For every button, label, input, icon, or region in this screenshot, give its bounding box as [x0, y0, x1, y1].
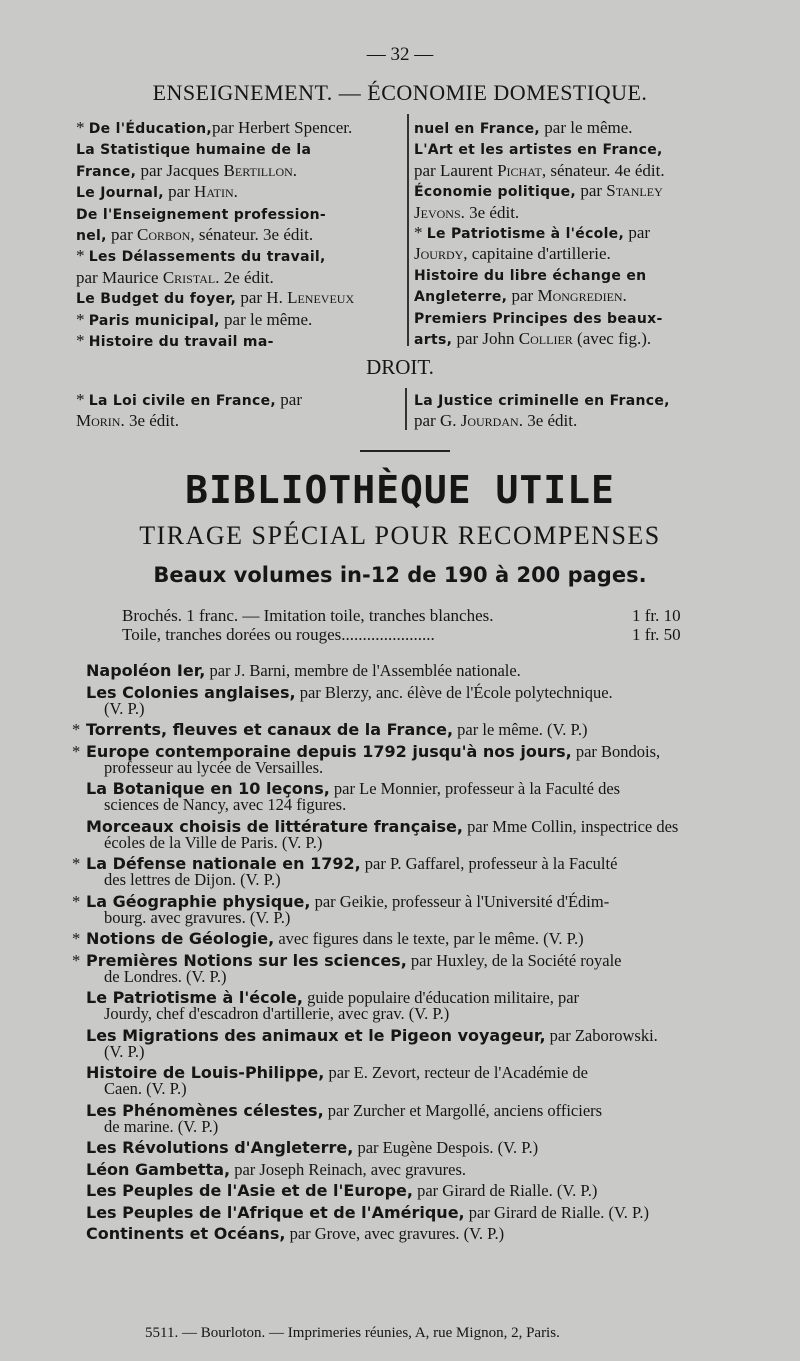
column-line	[76, 225, 402, 246]
star-marker: *	[72, 854, 81, 873]
line-star: *	[76, 390, 89, 409]
entry-line	[86, 663, 746, 679]
entry-title: Histoire de Louis-Philippe,	[86, 1063, 325, 1082]
list-item	[72, 854, 746, 889]
line-bold: Histoire du travail ma-	[88, 334, 274, 351]
entry-title: Les Peuples de l'Asie et de l'Europe,	[86, 1181, 413, 1200]
entry-title: Premières Notions sur les sciences,	[86, 950, 407, 970]
line-bold: nuel en France,	[414, 121, 541, 137]
entry-line	[86, 682, 746, 702]
entry-line	[86, 1159, 746, 1179]
entry-title: La Géographie physique,	[86, 891, 311, 911]
line-sc: Jevons	[414, 202, 461, 222]
line-rest: par H.	[236, 288, 288, 308]
line-rest2: , sénateur. 3e édit.	[190, 225, 314, 245]
list-item	[86, 1183, 746, 1199]
line-rest: par Herbert Spencer.	[212, 118, 353, 137]
entry-details: par Eugène Despois. (V. P.)	[353, 1138, 539, 1157]
line-sc: Leneveux	[287, 288, 355, 308]
entry-line	[86, 1202, 746, 1222]
entry-title: Les Peuples de l'Afrique et de l'Amérique,	[86, 1202, 465, 1222]
price-value-1: 1 fr. 10	[632, 606, 681, 625]
entry-title: Europe contemporaine depuis 1792 jusqu'à nos jours,	[86, 741, 572, 761]
line-rest: par Laurent	[414, 160, 498, 180]
entry-details: par Blerzy, anc. élève de l'École polytechnique.	[295, 682, 613, 702]
line-rest2: . 3e édit.	[460, 202, 520, 222]
column-line	[76, 161, 402, 182]
entry-continuation: (V. P.)	[104, 1041, 145, 1061]
line-rest2: . 3e édit.	[120, 411, 179, 431]
line-bold: Le Journal,	[76, 185, 164, 202]
entry-details: par E. Zevort, recteur de l'Académie de	[324, 1063, 588, 1082]
line-star: *	[414, 223, 427, 243]
line-rest2: . 3e édit.	[518, 411, 578, 431]
volume-description: Beaux volumes in-12 de 190 à 200 pages.	[153, 563, 647, 587]
line-rest2: , capitaine d'artillerie.	[463, 244, 611, 264]
price-value-2: 1 fr. 50	[632, 625, 681, 644]
entry-details: par Zurcher et Margollé, anciens officiers	[323, 1100, 603, 1120]
line-sc: Stanley	[606, 181, 663, 201]
entry-details: par J. Barni, membre de l'Assemblée nationale.	[205, 661, 521, 680]
list-item	[72, 720, 746, 739]
book-list	[72, 661, 746, 1248]
entry-details: par Bondois,	[571, 741, 661, 761]
line-bold: Le Budget du foyer,	[76, 291, 237, 308]
line-bold: arts,	[414, 332, 453, 349]
line-sc: Morin	[76, 411, 121, 431]
line-rest: par	[276, 390, 302, 409]
price-label: Brochés. 1 franc. — Imitation toile, tranches blanches.	[122, 606, 494, 625]
line-star: *	[76, 246, 89, 266]
entry-details: par Girard de Rialle. (V. P.)	[464, 1202, 649, 1222]
line-rest: par	[163, 182, 195, 202]
price-line-1	[122, 606, 494, 626]
line-bold: Angleterre,	[414, 289, 508, 306]
list-item	[86, 1202, 746, 1222]
entry-continuation: sciences de Nancy, avec 124 figures.	[104, 795, 347, 814]
entry-title: Les Révolutions d'Angleterre,	[86, 1138, 354, 1157]
column-line	[76, 204, 402, 225]
entry-details: par Geikie, professeur à l'Université d'Édim-	[310, 891, 610, 911]
column-line	[76, 390, 402, 411]
list-item	[86, 682, 746, 718]
line-rest: par Maurice	[76, 267, 163, 287]
entry-title: Léon Gambetta,	[86, 1159, 231, 1179]
price-line-2	[122, 625, 435, 645]
line-rest: par le même.	[540, 118, 633, 137]
line-rest: par	[106, 225, 137, 245]
line-rest2: . 2e édit.	[215, 267, 274, 287]
column-line	[76, 331, 402, 352]
entry-title: Notions de Géologie,	[86, 929, 275, 948]
line-sc: Corbon	[137, 225, 191, 245]
entry-line	[86, 1140, 746, 1156]
line-bold: De l'Éducation,	[88, 121, 213, 137]
line-sc: Pichat	[497, 160, 542, 180]
entry-title: Torrents, fleuves et canaux de la France,	[86, 720, 454, 739]
column-line	[414, 244, 742, 264]
entry-title: Le Patriotisme à l'école,	[86, 988, 303, 1007]
line-sc: Collier	[518, 329, 573, 349]
entry-line	[86, 1183, 746, 1199]
entry-details: avec figures dans le texte, par le même. (V. P.)	[274, 929, 584, 948]
entry-details: par Grove, avec gravures. (V. P.)	[285, 1224, 505, 1243]
column-line	[76, 288, 402, 309]
line-bold: La Loi civile en France,	[88, 393, 277, 409]
printer-footer: 5511. — Bourloton. — Imprimeries réunies, A, rue Mignon, 2, Paris.	[145, 1325, 560, 1341]
list-item	[86, 1159, 746, 1179]
list-item	[86, 990, 746, 1022]
price-label: Toile, tranches dorées ou rouges......................	[122, 625, 435, 644]
entry-details: guide populaire d'éducation militaire, par	[302, 988, 580, 1007]
line-bold: Histoire du libre échange en	[414, 267, 647, 284]
column-line	[414, 139, 742, 160]
section-rule	[360, 450, 450, 452]
line-bold: La Statistique humaine de la	[76, 142, 312, 159]
entry-title: Les Colonies anglaises,	[86, 682, 296, 702]
entry-title: Napoléon Ier,	[86, 661, 206, 680]
bibliotheque-title: BIBLIOTHÈQUE UTILE	[185, 468, 615, 512]
right-column	[414, 118, 742, 350]
line-sc: Jourdy	[414, 244, 464, 264]
column-line	[76, 182, 402, 203]
line-rest: par le même.	[219, 309, 313, 329]
section-heading-enseignement: ENSEIGNEMENT. — ÉCONOMIE DOMESTIQUE.	[152, 80, 648, 105]
line-bold: La Justice criminelle en France,	[414, 393, 670, 409]
entry-details: par Zaborowski.	[545, 1025, 658, 1045]
entry-title: Morceaux choisis de littérature française,	[86, 816, 463, 836]
column-line	[414, 390, 742, 411]
entry-title: Les Migrations des animaux et le Pigeon voyageur,	[86, 1025, 546, 1045]
column-line	[76, 411, 402, 431]
list-item	[86, 1140, 746, 1156]
list-item	[86, 1025, 746, 1061]
line-bold: nel,	[76, 228, 107, 245]
column-line	[414, 203, 742, 223]
left-column	[76, 118, 402, 352]
line-rest: par	[576, 181, 607, 201]
list-item	[86, 1100, 746, 1136]
droit-right-column	[414, 390, 742, 432]
line-bold: Le Patriotisme à l'école,	[426, 226, 625, 243]
column-line	[76, 246, 402, 267]
droit-left-column	[76, 390, 402, 432]
entry-line	[86, 1025, 746, 1045]
entry-continuation: professeur au lycée de Versailles.	[104, 757, 324, 777]
line-star: *	[76, 309, 89, 329]
entry-continuation: de Londres. (V. P.)	[104, 966, 227, 986]
entry-title: Les Phénomènes célestes,	[86, 1100, 324, 1120]
entry-continuation: Jourdy, chef d'escadron d'artillerie, avec grav. (V. P.)	[104, 1004, 450, 1023]
entry-line	[86, 931, 746, 947]
line-sc: Hatin.	[194, 182, 238, 202]
list-item	[72, 929, 746, 948]
line-sc: Bertillon.	[223, 160, 298, 180]
column-line	[76, 139, 402, 160]
entry-details: par Joseph Reinach, avec gravures.	[230, 1159, 467, 1179]
line-bold: Les Délassements du travail,	[88, 249, 326, 266]
line-sc: Cristal	[162, 267, 216, 287]
entry-details: par le même. (V. P.)	[453, 720, 588, 739]
entry-details: par Le Monnier, professeur à la Faculté des	[329, 779, 621, 798]
line-sc: Jourdan	[460, 411, 519, 431]
line-rest: par Jacques	[136, 160, 224, 180]
list-item	[86, 781, 746, 813]
list-item	[86, 663, 746, 679]
entry-details: par Huxley, de la Société royale	[406, 950, 622, 970]
entry-continuation: Caen. (V. P.)	[104, 1079, 187, 1098]
star-marker: *	[72, 891, 81, 911]
star-marker: *	[72, 741, 81, 761]
line-rest2: (avec fig.).	[572, 329, 652, 349]
column-line	[76, 268, 402, 288]
column-line	[76, 118, 402, 139]
line-rest: par	[507, 286, 538, 306]
column-line	[414, 118, 742, 139]
droit-divider	[405, 388, 407, 430]
entry-title: La Botanique en 10 leçons,	[86, 779, 330, 798]
star-marker: *	[72, 950, 81, 970]
list-item	[86, 1065, 746, 1097]
list-item	[86, 816, 746, 852]
page-number: — 32 —	[366, 44, 434, 65]
column-line	[76, 310, 402, 331]
section-heading-droit: DROIT.	[366, 355, 434, 379]
line-bold: Premiers Principes des beaux-	[414, 310, 663, 327]
line-rest: par G.	[414, 411, 461, 431]
entry-line	[86, 1226, 746, 1242]
line-star: *	[76, 118, 89, 137]
list-item	[72, 741, 746, 777]
line-bold: Paris municipal,	[88, 312, 220, 329]
column-line	[414, 411, 742, 431]
column-line	[414, 161, 742, 181]
line-bold: L'Art et les artistes en France,	[414, 142, 663, 159]
entry-continuation: bourg. avec gravures. (V. P.)	[104, 907, 291, 927]
line-sc: Mongredien.	[537, 286, 627, 306]
entry-continuation: (V. P.)	[104, 698, 145, 718]
line-rest: par John	[452, 329, 519, 349]
entry-line	[86, 722, 746, 738]
entry-continuation: de marine. (V. P.)	[104, 1116, 219, 1136]
entry-details: par Girard de Rialle. (V. P.)	[412, 1181, 598, 1200]
line-rest: par	[624, 223, 651, 243]
entry-title: Continents et Océans,	[86, 1224, 286, 1243]
line-bold: De l'Enseignement profession-	[76, 206, 327, 223]
list-item	[72, 950, 746, 986]
column-line	[414, 329, 742, 350]
line-star: *	[76, 331, 89, 351]
list-item	[72, 891, 746, 927]
entry-details: par Mme Collin, inspectrice des	[462, 816, 679, 836]
tirage-subtitle: TIRAGE SPÉCIAL POUR RECOMPENSES	[139, 521, 661, 550]
line-bold: France,	[76, 163, 137, 180]
column-line	[414, 265, 742, 286]
star-marker: *	[72, 720, 81, 739]
column-line	[414, 308, 742, 329]
line-bold: Économie politique,	[414, 184, 577, 201]
column-line	[414, 223, 742, 244]
list-item	[86, 1226, 746, 1242]
entry-details: par P. Gaffarel, professeur à la Faculté	[360, 854, 618, 873]
star-marker: *	[72, 929, 81, 948]
column-line	[414, 286, 742, 307]
line-rest2: , sénateur. 4e édit.	[541, 160, 665, 180]
entry-continuation: des lettres de Dijon. (V. P.)	[104, 870, 281, 889]
entry-title: La Défense nationale en 1792,	[86, 854, 361, 873]
entry-continuation: écoles de la Ville de Paris. (V. P.)	[104, 832, 323, 852]
column-divider	[407, 114, 409, 346]
column-line	[414, 181, 742, 202]
